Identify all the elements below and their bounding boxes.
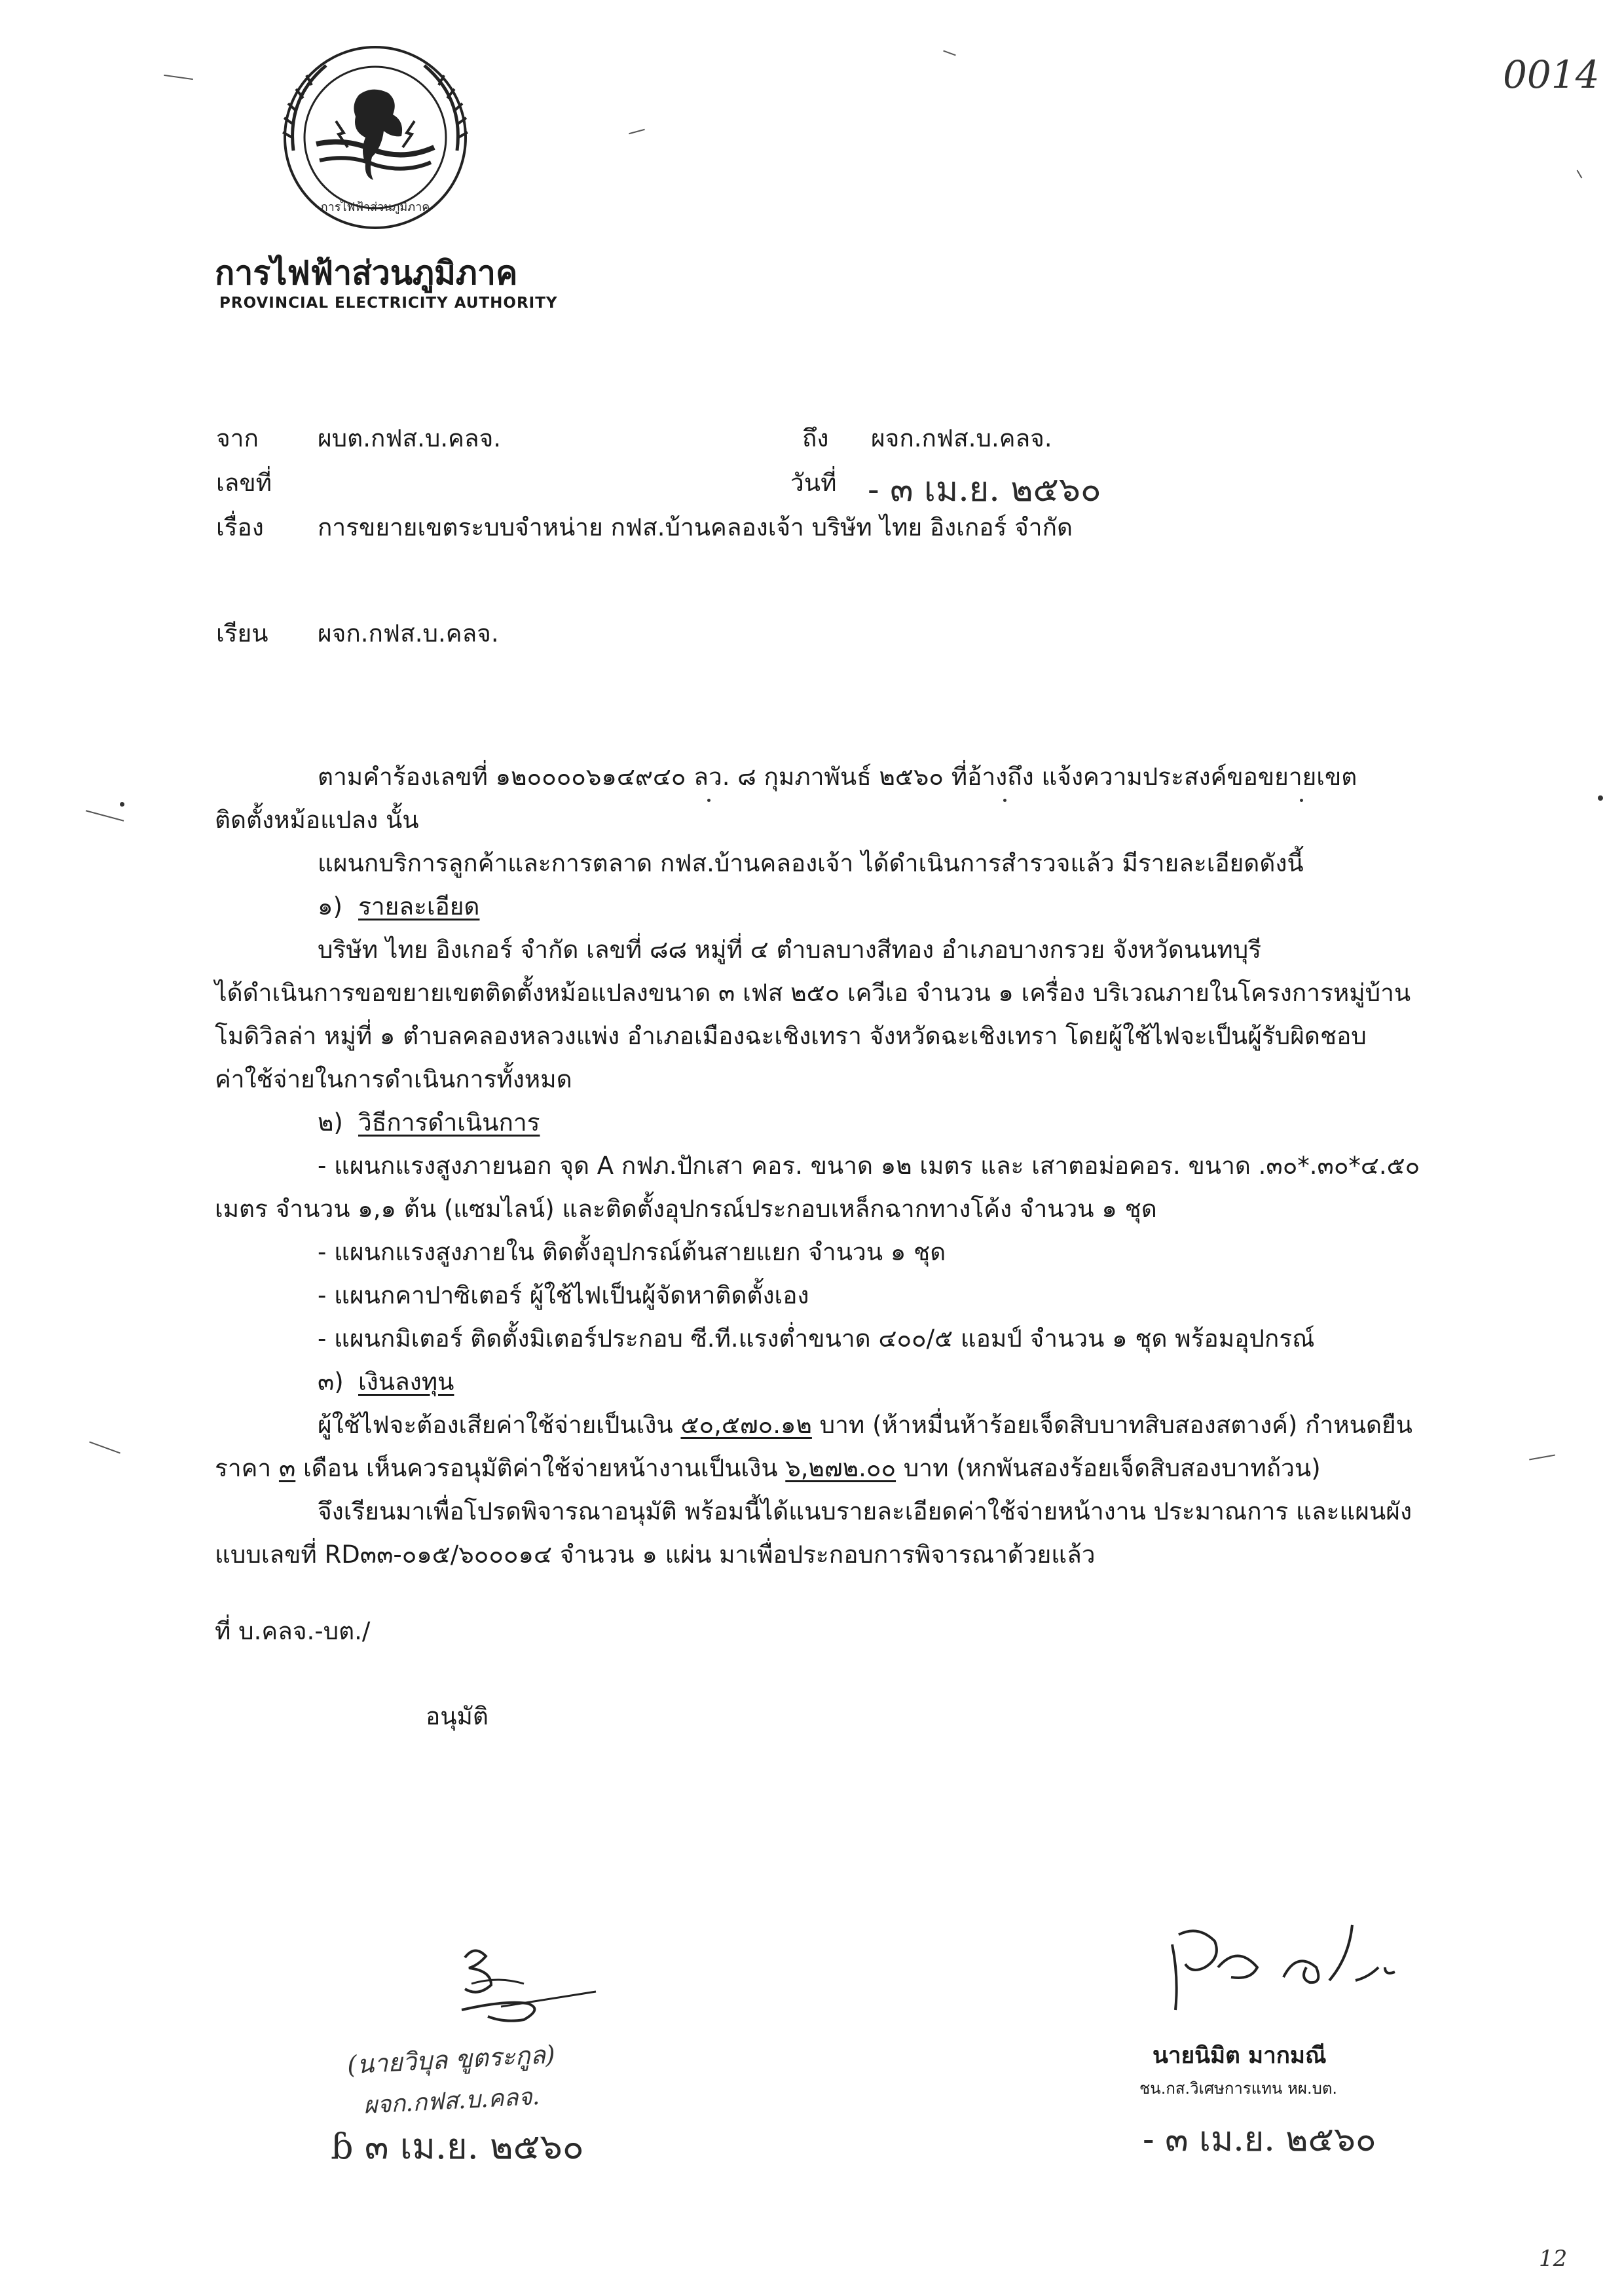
date-label: วันที่ xyxy=(790,469,837,497)
paragraph-2: แผนกบริการลูกค้าและการตลาด กฟส.บ้านคลองเจ้า ได้ดำเนินการสำรวจแล้ว มีรายละเอียดดังนี้ xyxy=(318,849,1304,877)
paragraph-1-line-2: ติดตั้งหม้อแปลง นั้น xyxy=(215,806,419,834)
closing-line-1: จึงเรียนมาเพื่อโปรดพิจารณาอนุมัติ พร้อมนี้ได้แนบรายละเอียดค่าใช้จ่ายหน้างาน ประมาณการ และแผนผัง xyxy=(318,1497,1412,1525)
section-1-number: ๑) xyxy=(318,892,342,920)
section-3-line-2 xyxy=(215,1449,1321,1487)
subject-value: การขยายเขตระบบจำหน่าย กฟส.บ้านคลองเจ้า บริษัท ไทย อิงเกอร์ จำกัด xyxy=(318,513,1073,541)
section-3-number: ๓) xyxy=(318,1368,344,1396)
left-signatory-title: ผจก.กฟส.บ.คลจ. xyxy=(363,2083,541,2120)
left-signature-date xyxy=(331,2118,584,2174)
scan-mark xyxy=(943,50,955,56)
scan-speck xyxy=(1300,799,1303,802)
corner-mark: 12 xyxy=(1539,2246,1568,2272)
section-1-line-4: ค่าใช้จ่ายในการดำเนินการทั้งหมด xyxy=(215,1065,572,1093)
salutation-label: เรียน xyxy=(216,619,268,647)
scan-speck xyxy=(1003,799,1006,802)
section-2-line-1: - แผนกแรงสูงภายนอก จุด A กฟภ.ปักเสา คอร. ขนาด ๑๒ เมตร และ เสาตอม่อคอร. ขนาด .๓๐*.๓๐*๔.๕๐ xyxy=(318,1152,1420,1180)
scan-mark xyxy=(89,1442,120,1454)
section-2-line-5: - แผนกมิเตอร์ ติดตั้งมิเตอร์ประกอบ ซี.ที.แรงต่ำขนาด ๔๐๐/๕ แอมป์ จำนวน ๑ ชุด พร้อมอุปกรณ์ xyxy=(318,1324,1315,1353)
paragraph-1-line-1: ตามคำร้องเลขที่ ๑๒๐๐๐๐๖๑๔๙๔๐ ลว. ๘ กุมภาพันธ์ ๒๕๖๐ ที่อ้างถึง แจ้งความประสงค์ขอขยายเขต xyxy=(318,763,1357,791)
right-signature xyxy=(1159,1905,1434,2023)
scan-speck xyxy=(1598,795,1603,801)
section-1-line-2: ได้ดำเนินการขอขยายเขตติดตั้งหม้อแปลงขนาด ๓ เฟส ๒๕๐ เควีเอ จำนวน ๑ เครื่อง บริเวณภายในโครงการหมู่บ้าน xyxy=(215,979,1411,1007)
section-3-months: ๓ xyxy=(278,1454,296,1482)
org-name-en: PROVINCIAL ELECTRICITY AUTHORITY xyxy=(219,295,558,312)
scan-mark xyxy=(1529,1455,1555,1461)
section-1-line-1: บริษัท ไทย อิงเกอร์ จำกัด เลขที่ ๘๘ หมู่ที่ ๔ ตำบลบางสีทอง อำเภอบางกรวย จังหวัดนนทบุรี xyxy=(318,936,1262,964)
section-1-title: รายละเอียด xyxy=(358,892,480,920)
section-2-number: ๒) xyxy=(318,1108,343,1137)
left-signatory-name: (นายวิบุล ขูตระกูล) xyxy=(346,2039,556,2080)
section-3-amount-total: ๕๐,๕๗๐.๑๒ xyxy=(680,1411,812,1439)
section-2-title: วิธีการดำเนินการ xyxy=(358,1108,540,1137)
org-name-th: การไฟฟ้าส่วนภูมิภาค xyxy=(215,254,518,292)
section-1-line-3: โมดิวิลล่า หมู่ที่ ๑ ตำบลคลองหลวงแพ่ง อำเภอเมืองฉะเชิงเทรา จังหวัดฉะเชิงเทรา โดยผู้ใช้ไฟจะเป็นผู้รับผิดชอบ xyxy=(215,1022,1367,1050)
from-value: ผบต.กฟส.บ.คลจ. xyxy=(318,424,502,452)
right-signatory-name: นายนิมิต มากมณี xyxy=(1153,2043,1327,2069)
scan-mark xyxy=(1577,170,1583,178)
salutation-value: ผจก.กฟส.บ.คลจ. xyxy=(318,619,499,647)
left-signature-date-text: ๓ เม.ย. ๒๕๖๐ xyxy=(364,2126,584,2167)
scan-mark xyxy=(164,75,193,80)
number-label: เลขที่ xyxy=(216,469,272,497)
scan-mark xyxy=(86,810,124,821)
section-2-line-4: - แผนกคาปาซิเตอร์ ผู้ใช้ไฟเป็นผู้จัดหาติดตั้งเอง xyxy=(318,1281,809,1309)
right-signature-date: - ๓ เม.ย. ๒๕๖๐ xyxy=(1143,2120,1376,2159)
date-stamp-dash-icon: ɓ xyxy=(331,2126,365,2167)
section-3-line-1-text-b: บาท (ห้าหมื่นห้าร้อยเจ็ดสิบบาทสิบสองสตางค์) กำหนดยืน xyxy=(811,1411,1412,1439)
left-signature xyxy=(426,1938,609,2036)
to-label: ถึง xyxy=(802,424,829,452)
section-3-line-1 xyxy=(318,1406,1412,1444)
closing-line-2: แบบเลขที่ RD๓๓-๐๑๕/๖๐๐๐๑๔ จำนวน ๑ แผ่น มาเพื่อประกอบการพิจารณาด้วยแล้ว xyxy=(215,1540,1096,1569)
section-2-line-2: เมตร จำนวน ๑,๑ ต้น (แซมไลน์) และติดตั้งอุปกรณ์ประกอบเหล็กฉากทางโค้ง จำนวน ๑ ชุด xyxy=(215,1195,1157,1223)
logo-text: การไฟฟ้าส่วนภูมิภาค xyxy=(320,200,430,214)
page-reference: 0014 xyxy=(1503,52,1600,97)
pea-logo xyxy=(274,39,477,242)
section-3-line-1-text-a: ผู้ใช้ไฟจะต้องเสียค่าใช้จ่ายเป็นเงิน xyxy=(318,1411,681,1439)
routing-note: ที่ บ.คลจ.-บต./ xyxy=(215,1617,371,1645)
section-3-amount-site: ๖,๒๗๒.๐๐ xyxy=(785,1454,896,1482)
section-3-line-2-text-b: เดือน เห็นควรอนุมัติค่าใช้จ่ายหน้างานเป็นเงิน xyxy=(295,1454,786,1482)
section-3-title: เงินลงทุน xyxy=(358,1368,454,1396)
scan-speck xyxy=(120,802,124,807)
section-2-line-3: - แผนกแรงสูงภายใน ติดตั้งอุปกรณ์ต้นสายแยก จำนวน ๑ ชุด xyxy=(318,1238,946,1266)
subject-label: เรื่อง xyxy=(216,513,264,541)
section-3-line-2-text-c: บาท (หกพันสองร้อยเจ็ดสิบสองบาทถ้วน) xyxy=(896,1454,1321,1482)
to-value: ผจก.กฟส.บ.คลจ. xyxy=(871,424,1052,452)
scan-speck xyxy=(707,799,710,802)
from-label: จาก xyxy=(216,424,259,452)
scan-mark xyxy=(629,129,645,134)
section-3-line-2-text-a: ราคา xyxy=(215,1454,279,1482)
right-signatory-title: ชน.กส.วิเศษการแทน หผ.บต. xyxy=(1139,2079,1338,2098)
approval-text: อนุมัติ xyxy=(426,1702,489,1730)
date-stamp: - ๓ เม.ย. ๒๕๖๐ xyxy=(868,470,1101,509)
